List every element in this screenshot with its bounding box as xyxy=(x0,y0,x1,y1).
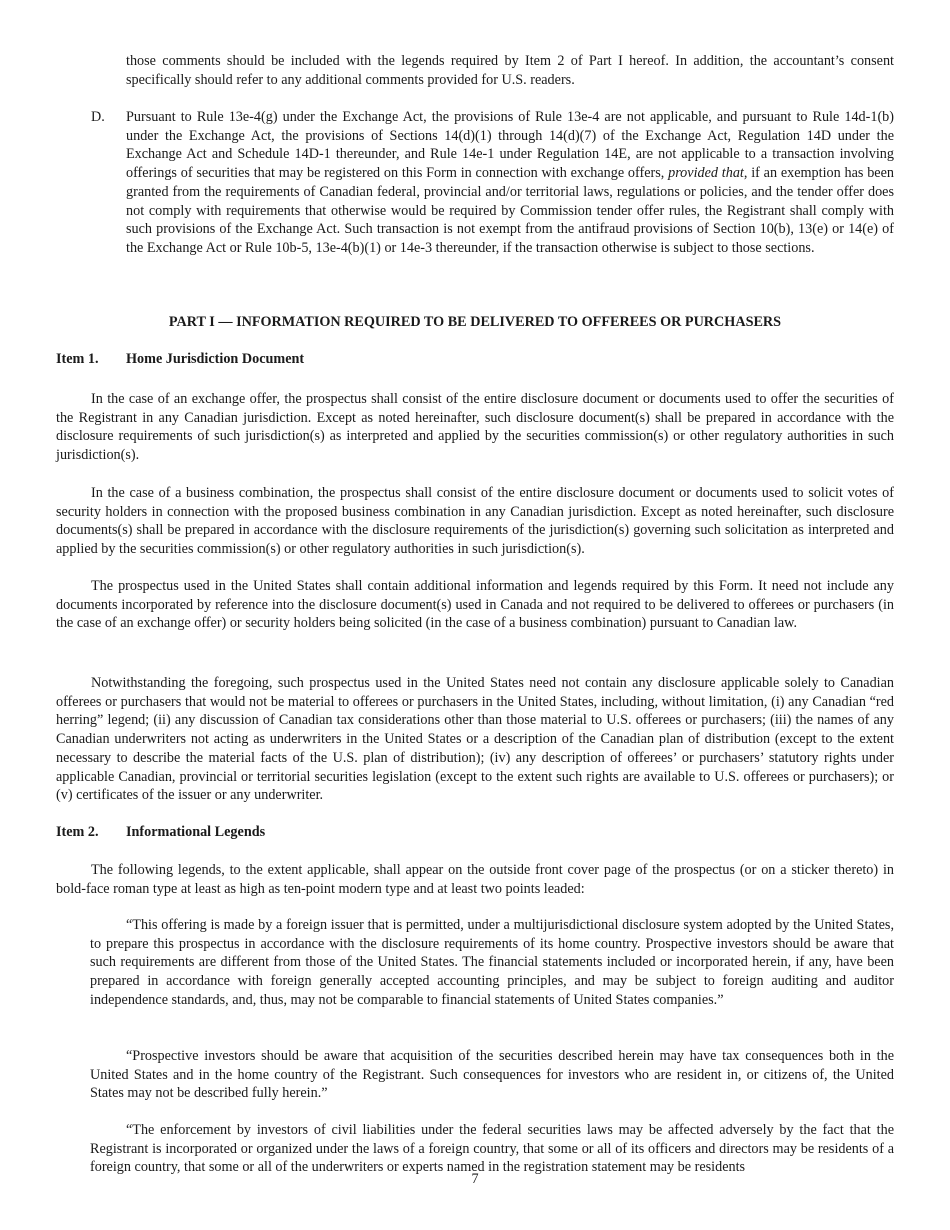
legend-quote-3: “The enforcement by investors of civil liabilities under the federal securities laws may be affected adversely by the fact that the Registrant is incorporated or organized under the laws of a foreign country, that some or all of its officers and directors may be residents of a foreign country, that some or all of the underwriters or experts named in the registration statement may be residents xyxy=(90,1122,894,1176)
item1-paragraph-3: The prospectus used in the United States shall contain additional information and legends required by this Form. It need not include any documents incorporated by reference into the disclosure document(s) used in Canada and not required to be delivered to offerees or purchasers (in the case of an exchange offer) or security holders being solicited (in the case of a business combination) pursuant to Canadian law. xyxy=(56,578,894,632)
item2-intro: The following legends, to the extent applicable, shall appear on the outside front cover page of the prospectus (or on a sticker thereto) in bold-face roman type at least as high as ten-point modern type and at least two points leaded: xyxy=(56,862,894,897)
section-d-paragraph xyxy=(126,108,894,258)
item1-title: Home Jurisdiction Document xyxy=(126,351,305,367)
section-d-text-after: , if an exemption has been granted from the requirements of Canadian federal, provincial and/or territorial laws, regulations or policies, and the tender offer does not comply with requirements that otherwise would be required by Commission tender offer rules, the Registrant shall comply with such provisions of the Exchange Act. Such transaction is not exempt from the antifraud provisions of Section 10(b), 13(e) or 14(e) of the Exchange Act or Rule 10b-5, 13e-4(b)(1) or 14e-3 thereunder, if the transaction otherwise is subject to those sections. xyxy=(126,165,894,256)
page-number: 7 xyxy=(471,1171,479,1187)
item1-paragraph-4: Notwithstanding the foregoing, such prospectus used in the United States need not contain any disclosure applicable solely to Canadian offerees or purchasers that would not be material to offerees or purchasers in the United States, including, without limitation, (i) any Canadian “red herring” legend; (ii) any discussion of Canadian tax considerations other than those material to U.S. offerees or purchasers; (iii) the names of any Canadian underwriters not acting as underwriters in the United States or a description of the Canadian plan of distribution (except to the extent necessary to describe the material facts of the U.S. plan of distribution); (iv) any description of offerees’ or purchasers’ statutory rights under applicable Canadian, provincial or territorial securities legislation (except to the extent such rights are available to U.S. offerees or purchasers); or (v) certificates of the issuer or any underwriter. xyxy=(56,675,894,804)
continuation-paragraph: those comments should be included with the legends required by Item 2 of Part I hereof. In addition, the accountant’s consent specifically should refer to any additional comments provided for U.S. readers. xyxy=(126,53,894,88)
section-d-emphasis: provided that xyxy=(668,165,744,182)
legend-quote-1: “This offering is made by a foreign issuer that is permitted, under a multijurisdictional disclosure system adopted by the United States, to prepare this prospectus in accordance with the disclosure requirements of its home country. Prospective investors should be aware that such requirements are different from those of the United States. The financial statements included or incorporated herein, if any, have been prepared in accordance with foreign generally accepted accounting principles, and may be subject to foreign auditing and auditor independence standards, and, thus, may not be comparable to financial statements of United States companies.” xyxy=(90,917,894,1008)
item2-heading xyxy=(56,823,265,842)
legend-quote-2: “Prospective investors should be aware that acquisition of the securities described herein may have tax consequences both in the United States and in the home country of the Registrant. Such consequences for investors who are resident in, or citizens of, the United States may not be described fully herein.” xyxy=(90,1048,894,1102)
item2-title: Informational Legends xyxy=(126,824,266,840)
section-d-label: D. xyxy=(91,109,105,125)
section-d-text-before: Pursuant to Rule 13e-4(g) under the Exchange Act, the provisions of Rule 13e-4 are not applicable, and pursuant to Rule 14d-1(b) under the Exchange Act, the provisions of Sections 14(d)(1) through 14(d)(7) of the Exchange Act, Regulation 14D under the Exchange Act and Schedule 14D-1 thereunder, and Rule 14e-1 under Regulation 14E, are not applicable to a transaction involving offerings of securities that may be registered on this Form in connection with exchange offers, xyxy=(126,109,894,182)
item1-heading xyxy=(56,350,304,369)
item2-number: Item 2. xyxy=(56,824,99,840)
item1-paragraph-2: In the case of a business combination, the prospectus shall consist of the entire disclosure document or documents used to solicit votes of security holders in connection with the proposed business combination in any Canadian jurisdiction. Except as noted hereinafter, such disclosure documents(s) shall be prepared in accordance with the disclosure requirements of the jurisdiction(s) governing such solicitation as interpreted and applied by the securities commission(s) or other regulatory authorities in such jurisdiction(s). xyxy=(56,485,894,558)
item1-paragraph-1: In the case of an exchange offer, the prospectus shall consist of the entire disclosure document or documents used to offer the securities of the Registrant in any Canadian jurisdiction. Except as noted hereinafter, such disclosure document(s) shall be prepared in accordance with the disclosure requirements of such jurisdiction(s) as interpreted and applied by the securities commission(s) or other regulatory authorities in such jurisdiction(s). xyxy=(56,391,894,464)
part-heading: PART I — INFORMATION REQUIRED TO BE DELIVERED TO OFFEREES OR PURCHASERS xyxy=(168,314,782,330)
item1-number: Item 1. xyxy=(56,351,99,367)
